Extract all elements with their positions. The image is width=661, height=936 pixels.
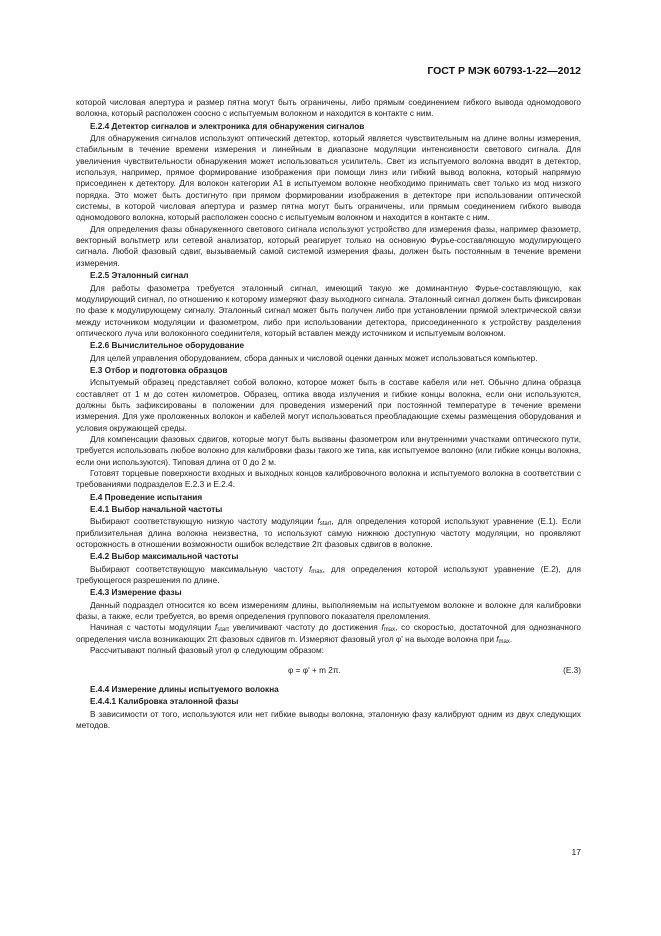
equation-number: (Е.3) (563, 665, 581, 675)
paragraph: Испытуемый образец представляет собой волокно, которое может быть в составе кабеля или нет. Обычно длина образца составляет от 1 м до сотен километров. Образец, оптика ввода излучения и гибкие концы волокна, если они используются, должны быть зафиксированы в положении для проведения измерений при постоянной температуре в течение времени измерения. Для уже проложенных волокон и кабелей могут использоваться преобладающие схемы размещения оборудования и условия окружающей среды. (76, 378, 581, 433)
paragraph: Выбирают соответствующую низкую частоту модуляции $f_{start}$, для определения которой используют уравнение (Е.1). Если приблизительная длина волокна неизвестна, то используют самую нижнюю доступную частоту модуляции, но проявляют осторожность в отношении возможности ошибок вследствие 2π фазовых сдвигов в волокне. (76, 517, 582, 550)
section-heading: Е.2.6 Вычислительное оборудование (90, 341, 245, 351)
paragraph: В зависимости от того, используются или нет гибкие выводы волокна, эталонную фазу калибруют одним из двух следующих методов. (76, 709, 581, 730)
document-header: ГОСТ Р МЭК 60793-1-22—2012 (427, 65, 581, 77)
paragraph: Для целей управления оборудованием, сбора данных и числовой оценки данных может использоваться компьютер. (90, 353, 538, 363)
paragraph: Данный подраздел относится ко всем измерениям длины, выполняемым на испытуемом волокне и волокне для калибровки фазы, а также, если требуется, во время определения группового показателя преломления. (76, 600, 581, 622)
section-heading: Е.4.3 Измерение фазы (90, 588, 182, 598)
section-heading: Е.2.5 Эталонный сигнал (90, 271, 189, 281)
paragraph: Выбирают соответствующую максимальную частоту $f_{max}$, для определения которой используют уравнение (Е.2), для требующегося разрешения по длине. (76, 564, 581, 586)
paragraph: Для определения фазы обнаруженного светового сигнала используют устройство для измерения фазы, например фазометр, векторный вольтметр или сетевой анализатор, который реагирует только на основную Фурье-составляющую модулирующего сигнала. Любой фазовый сдвиг, вызываемый самой системой измерения фазы, должен быть постоянным в течение времени измерения. (76, 224, 581, 268)
page-number: 17 (571, 847, 581, 857)
paragraph: Для компенсации фазовых сдвигов, которые могут быть вызваны фазометром или внутренними участками оптического пути, требуется использовать любое волокно для калибровки фазы такого же типа, как испытуемое волокно (или гибкие концы волокна, если они используются). Типовая длина от 0 до 2 м. (76, 434, 581, 467)
section-heading: Е.4 Проведение испытания (90, 492, 203, 502)
section-heading: Е.2.4 Детектор сигналов и электроника для обнаружения сигналов (90, 121, 365, 131)
document-body (76, 97, 581, 731)
section-heading: Е.4.4.1 Калибровка эталонной фазы (90, 697, 239, 707)
section-heading: Е.4.2 Выбор максимальной частоты (90, 552, 239, 562)
paragraph: которой числовая апертура и размер пятна могут быть ограничены, либо прямым соединением гибкого вывода одномодового волокна, который расположен соосно с испытуемым волокном и находится в контакте с ним. (76, 98, 581, 119)
paragraph: Для обнаружения сигналов используют оптический детектор, который является чувствительным на длине волны измерения, стабильным в течение времени измерения и линейным в диапазоне модуляции интенсивности светового сигнала. Для увеличения чувствительности обнаружения может использоваться усилитель. Свет из испытуемого волокна вводят в детектор, используя, например, прямое формирование изображения при помощи линз или гибкий вывод волокна, который напрямую присоединен к детектору. Для волокон категории А1 в испытуемом волокне необходимо принимать свет только из мод низкого порядка. Это может быть достигнуто при прямом формировании изображения в детекторе при использовании оптической системы, в которой числовая апертура и размер пятна могут быть ограничены, или прямым соединением гибкого вывода одномодового волокна, который расположен соосно с испытуемым волокном и находится в контакте с ним. (76, 134, 581, 223)
section-heading: Е.4.4 Измерение длины испытуемого волокна (90, 684, 279, 694)
section-heading: Е.4.1 Выбор начальной частоты (90, 505, 223, 515)
paragraph: Для работы фазометра требуется эталонный сигнал, имеющий такую же доминантную Фурье-составляющую, как модулирующий сигнал, по отношению к которому измеряют фазу выходного сигнала. Эталонный сигнал должен быть фиксирован по фазе к модулирующему сигналу. Эталонный сигнал может быть получен либо при установлении прямой электрической связи между источником модуляции и фазометром, либо при использовании детектора, присоединенного к устройству разделения оптического луча или волоконного соединителя, который вставлен между источником и испытуемым волокном. (76, 283, 581, 338)
equation (76, 665, 581, 676)
section-heading: Е.3 Отбор и подготовка образцов (90, 365, 228, 375)
equation-formula: φ = φ' + m 2π. (288, 665, 341, 675)
paragraph: Рассчитывают полный фазовый угол φ следующим образом: (90, 646, 324, 656)
paragraph: Готовят торцевые поверхности входных и выходных концов калибровочного волокна и испытуемого волокна в соответствии с требованиями подразделов Е.2.3 и Е.2.4. (76, 469, 581, 490)
paragraph: Начиная с частоты модуляции $f_{start}$ увеличивают частоту до достижения $f_{max}$, со скоростью, достаточной для однозначного определения числа возникающих 2π фазовых сдвигов m. Измеряют фазовый угол φ' на выходе волокна при $f_{max}$. (76, 623, 581, 645)
